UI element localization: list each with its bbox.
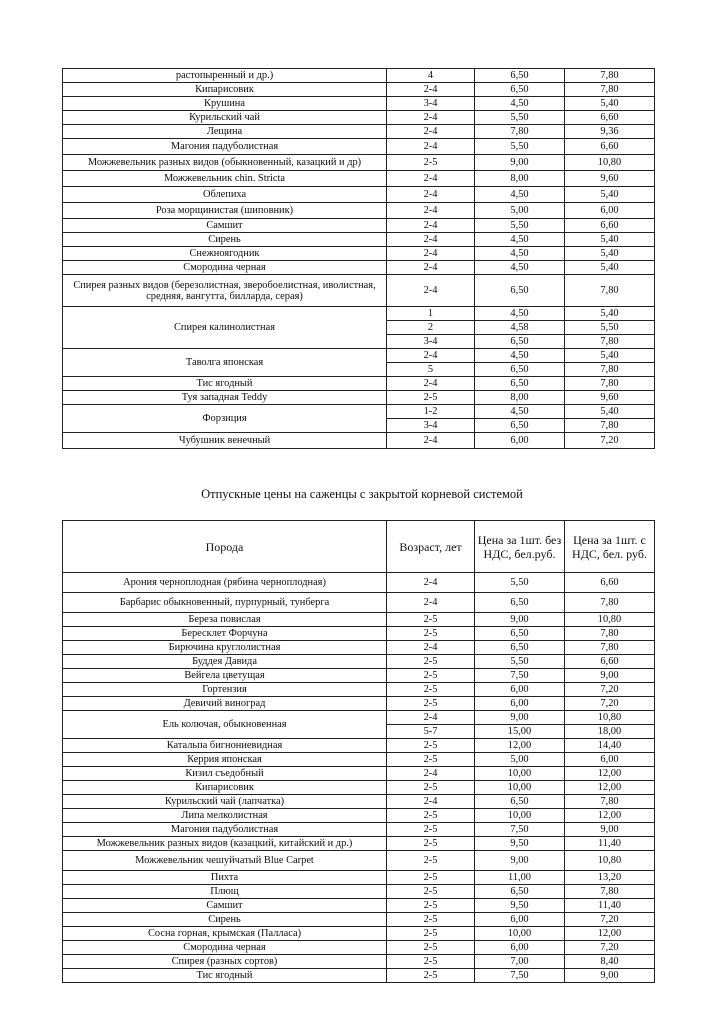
price-vat-cell: 11,40 bbox=[565, 899, 655, 913]
price-vat-cell: 12,00 bbox=[565, 927, 655, 941]
price-cell: 10,00 bbox=[475, 809, 565, 823]
price-vat-cell: 10,80 bbox=[565, 613, 655, 627]
table-row bbox=[63, 669, 655, 683]
price-cell: 4,50 bbox=[475, 307, 565, 321]
age-cell: 2-5 bbox=[387, 809, 475, 823]
species-name-cell: Сирень bbox=[63, 233, 387, 247]
species-name-cell: Смородина черная bbox=[63, 941, 387, 955]
species-name-cell: Пихта bbox=[63, 871, 387, 885]
age-cell: 2-4 bbox=[387, 433, 475, 449]
price-cell: 5,50 bbox=[475, 573, 565, 593]
table-row bbox=[63, 739, 655, 753]
species-name-cell: растопыренный и др.) bbox=[63, 69, 387, 83]
table-row bbox=[63, 219, 655, 233]
species-name-cell: Роза морщинистая (шиповник) bbox=[63, 203, 387, 219]
species-name-cell: Липа мелколистная bbox=[63, 809, 387, 823]
table-row bbox=[63, 823, 655, 837]
species-name-cell: Катальпа бигнониевидная bbox=[63, 739, 387, 753]
table-row bbox=[63, 349, 655, 363]
price-vat-cell: 7,80 bbox=[565, 419, 655, 433]
age-cell: 2 bbox=[387, 321, 475, 335]
price-vat-cell: 12,00 bbox=[565, 809, 655, 823]
age-cell: 2-4 bbox=[387, 349, 475, 363]
price-cell: 4,50 bbox=[475, 405, 565, 419]
table-header-row bbox=[63, 521, 655, 573]
price-vat-cell: 7,80 bbox=[565, 69, 655, 83]
species-name-cell: Сосна горная, крымская (Палласа) bbox=[63, 927, 387, 941]
price-vat-cell: 7,80 bbox=[565, 885, 655, 899]
price-vat-cell: 7,20 bbox=[565, 941, 655, 955]
age-cell: 2-5 bbox=[387, 683, 475, 697]
age-cell: 2-5 bbox=[387, 885, 475, 899]
price-cell: 9,50 bbox=[475, 899, 565, 913]
price-cell: 7,80 bbox=[475, 125, 565, 139]
age-cell: 2-4 bbox=[387, 171, 475, 187]
table-row bbox=[63, 203, 655, 219]
species-name-cell: Смородина черная bbox=[63, 261, 387, 275]
age-cell: 4 bbox=[387, 69, 475, 83]
age-cell: 5-7 bbox=[387, 725, 475, 739]
age-cell: 5 bbox=[387, 363, 475, 377]
price-cell: 9,00 bbox=[475, 613, 565, 627]
price-vat-cell: 13,20 bbox=[565, 871, 655, 885]
price-vat-cell: 9,60 bbox=[565, 171, 655, 187]
table-row bbox=[63, 683, 655, 697]
price-vat-cell: 7,20 bbox=[565, 697, 655, 711]
species-name-cell: Буддея Давида bbox=[63, 655, 387, 669]
table-row bbox=[63, 809, 655, 823]
age-cell: 2-4 bbox=[387, 275, 475, 307]
age-cell: 2-4 bbox=[387, 247, 475, 261]
species-name-cell: Форзиция bbox=[63, 405, 387, 433]
price-cell: 6,00 bbox=[475, 941, 565, 955]
age-cell: 2-5 bbox=[387, 627, 475, 641]
species-name-cell: Береза повислая bbox=[63, 613, 387, 627]
price-cell: 4,50 bbox=[475, 349, 565, 363]
table-row bbox=[63, 781, 655, 795]
header-age: Возраст, лет bbox=[387, 521, 475, 573]
species-name-cell: Курильский чай (лапчатка) bbox=[63, 795, 387, 809]
price-vat-cell: 9,00 bbox=[565, 823, 655, 837]
table-row bbox=[63, 261, 655, 275]
price-cell: 10,00 bbox=[475, 781, 565, 795]
age-cell: 2-5 bbox=[387, 823, 475, 837]
age-cell: 2-5 bbox=[387, 613, 475, 627]
species-name-cell: Бересклет Форчуна bbox=[63, 627, 387, 641]
age-cell: 2-5 bbox=[387, 781, 475, 795]
price-cell: 6,50 bbox=[475, 593, 565, 613]
species-name-cell: Лещина bbox=[63, 125, 387, 139]
price-cell: 4,50 bbox=[475, 233, 565, 247]
age-cell: 2-5 bbox=[387, 969, 475, 983]
price-cell: 5,50 bbox=[475, 219, 565, 233]
price-cell: 9,50 bbox=[475, 837, 565, 851]
price-vat-cell: 10,80 bbox=[565, 155, 655, 171]
age-cell: 2-4 bbox=[387, 261, 475, 275]
header-price-with-vat: Цена за 1шт. с НДС, бел. руб. bbox=[565, 521, 655, 573]
table-row bbox=[63, 899, 655, 913]
price-vat-cell: 7,80 bbox=[565, 275, 655, 307]
age-cell: 2-5 bbox=[387, 913, 475, 927]
age-cell: 2-5 bbox=[387, 655, 475, 669]
price-vat-cell: 5,40 bbox=[565, 405, 655, 419]
age-cell: 2-5 bbox=[387, 837, 475, 851]
species-name-cell: Можжевельник чешуйчатый Blue Carpet bbox=[63, 851, 387, 871]
species-name-cell: Снежноягодник bbox=[63, 247, 387, 261]
age-cell: 2-4 bbox=[387, 233, 475, 247]
price-cell: 6,00 bbox=[475, 683, 565, 697]
table-row bbox=[63, 969, 655, 983]
price-vat-cell: 7,80 bbox=[565, 377, 655, 391]
age-cell: 2-5 bbox=[387, 955, 475, 969]
age-cell: 3-4 bbox=[387, 335, 475, 349]
price-vat-cell: 18,00 bbox=[565, 725, 655, 739]
table-row bbox=[63, 97, 655, 111]
price-cell: 4,58 bbox=[475, 321, 565, 335]
age-cell: 2-4 bbox=[387, 187, 475, 203]
closed-root-seedlings-price-table bbox=[62, 520, 655, 983]
age-cell: 2-4 bbox=[387, 711, 475, 725]
age-cell: 2-5 bbox=[387, 155, 475, 171]
table-row bbox=[63, 885, 655, 899]
price-vat-cell: 7,80 bbox=[565, 795, 655, 809]
species-name-cell: Таволга японская bbox=[63, 349, 387, 377]
species-name-cell: Можжевельник разных видов (обыкновенный, казацкий и др) bbox=[63, 155, 387, 171]
age-cell: 2-5 bbox=[387, 391, 475, 405]
table-row bbox=[63, 111, 655, 125]
age-cell: 2-4 bbox=[387, 83, 475, 97]
price-vat-cell: 7,80 bbox=[565, 593, 655, 613]
age-cell: 2-4 bbox=[387, 125, 475, 139]
header-price-no-vat: Цена за 1шт. без НДС, бел.руб. bbox=[475, 521, 565, 573]
table-row bbox=[63, 247, 655, 261]
price-cell: 4,50 bbox=[475, 261, 565, 275]
price-vat-cell: 7,80 bbox=[565, 641, 655, 655]
age-cell: 2-4 bbox=[387, 219, 475, 233]
price-cell: 6,50 bbox=[475, 377, 565, 391]
price-vat-cell: 7,80 bbox=[565, 627, 655, 641]
species-name-cell: Спирея (разных сортов) bbox=[63, 955, 387, 969]
price-vat-cell: 14,40 bbox=[565, 739, 655, 753]
age-cell: 3-4 bbox=[387, 97, 475, 111]
price-cell: 6,50 bbox=[475, 83, 565, 97]
species-name-cell: Барбарис обыкновенный, пурпурный, тунберга bbox=[63, 593, 387, 613]
price-vat-cell: 5,40 bbox=[565, 261, 655, 275]
age-cell: 2-5 bbox=[387, 669, 475, 683]
price-cell: 7,50 bbox=[475, 669, 565, 683]
price-cell: 9,00 bbox=[475, 711, 565, 725]
species-name-cell: Бирючина круглолистная bbox=[63, 641, 387, 655]
price-vat-cell: 6,00 bbox=[565, 203, 655, 219]
species-name-cell: Можжевельник разных видов (казацкий, китайский и др.) bbox=[63, 837, 387, 851]
species-name-cell: Чубушник венечный bbox=[63, 433, 387, 449]
price-vat-cell: 6,60 bbox=[565, 219, 655, 233]
price-cell: 6,50 bbox=[475, 885, 565, 899]
price-vat-cell: 11,40 bbox=[565, 837, 655, 851]
table-row bbox=[63, 307, 655, 321]
table-row bbox=[63, 851, 655, 871]
price-cell: 4,50 bbox=[475, 187, 565, 203]
table-row bbox=[63, 391, 655, 405]
species-name-cell: Кипарисовик bbox=[63, 781, 387, 795]
price-vat-cell: 5,50 bbox=[565, 321, 655, 335]
species-name-cell: Самшит bbox=[63, 219, 387, 233]
price-vat-cell: 10,80 bbox=[565, 851, 655, 871]
age-cell: 2-5 bbox=[387, 739, 475, 753]
table-row bbox=[63, 767, 655, 781]
price-vat-cell: 9,00 bbox=[565, 969, 655, 983]
species-name-cell: Магония падуболистная bbox=[63, 139, 387, 155]
price-cell: 11,00 bbox=[475, 871, 565, 885]
species-name-cell: Тис ягодный bbox=[63, 969, 387, 983]
age-cell: 2-4 bbox=[387, 795, 475, 809]
table-row bbox=[63, 941, 655, 955]
price-cell: 8,00 bbox=[475, 171, 565, 187]
age-cell: 2-4 bbox=[387, 641, 475, 655]
price-cell: 6,50 bbox=[475, 335, 565, 349]
price-vat-cell: 5,40 bbox=[565, 97, 655, 111]
price-cell: 6,50 bbox=[475, 363, 565, 377]
table-row bbox=[63, 711, 655, 725]
price-cell: 5,00 bbox=[475, 203, 565, 219]
species-name-cell: Тис ягодный bbox=[63, 377, 387, 391]
age-cell: 2-4 bbox=[387, 111, 475, 125]
age-cell: 2-4 bbox=[387, 573, 475, 593]
price-vat-cell: 12,00 bbox=[565, 767, 655, 781]
price-cell: 8,00 bbox=[475, 391, 565, 405]
species-name-cell: Ель колючая, обыкновенная bbox=[63, 711, 387, 739]
table-row bbox=[63, 433, 655, 449]
price-cell: 10,00 bbox=[475, 767, 565, 781]
table-row bbox=[63, 613, 655, 627]
species-name-cell: Туя западная Teddy bbox=[63, 391, 387, 405]
table-row bbox=[63, 125, 655, 139]
table-row bbox=[63, 627, 655, 641]
price-cell: 9,00 bbox=[475, 851, 565, 871]
species-name-cell: Керрия японская bbox=[63, 753, 387, 767]
section-title: Отпускные цены на саженцы с закрытой корневой системой bbox=[201, 487, 523, 501]
species-name-cell: Сирень bbox=[63, 913, 387, 927]
price-cell: 6,00 bbox=[475, 433, 565, 449]
price-vat-cell: 5,40 bbox=[565, 187, 655, 203]
price-vat-cell: 6,60 bbox=[565, 111, 655, 125]
species-name-cell: Девичий виноград bbox=[63, 697, 387, 711]
price-cell: 10,00 bbox=[475, 927, 565, 941]
age-cell: 1-2 bbox=[387, 405, 475, 419]
price-vat-cell: 7,80 bbox=[565, 363, 655, 377]
species-name-cell: Кипарисовик bbox=[63, 83, 387, 97]
price-vat-cell: 10,80 bbox=[565, 711, 655, 725]
age-cell: 2-4 bbox=[387, 377, 475, 391]
age-cell: 2-5 bbox=[387, 851, 475, 871]
table-row bbox=[63, 377, 655, 391]
price-vat-cell: 12,00 bbox=[565, 781, 655, 795]
price-cell: 5,00 bbox=[475, 753, 565, 767]
table-row bbox=[63, 913, 655, 927]
table-row bbox=[63, 697, 655, 711]
age-cell: 2-4 bbox=[387, 593, 475, 613]
price-cell: 12,00 bbox=[475, 739, 565, 753]
seedlings-price-table-continued bbox=[62, 68, 655, 449]
price-vat-cell: 5,40 bbox=[565, 233, 655, 247]
age-cell: 2-5 bbox=[387, 753, 475, 767]
price-vat-cell: 9,00 bbox=[565, 669, 655, 683]
table-row bbox=[63, 927, 655, 941]
table-row bbox=[63, 233, 655, 247]
price-cell: 5,50 bbox=[475, 111, 565, 125]
table-row bbox=[63, 405, 655, 419]
table-row bbox=[63, 795, 655, 809]
species-name-cell: Спирея разных видов (березолистная, зверобоелистная, иволистная, средняя, вангутта, билларда, серая) bbox=[63, 275, 387, 307]
price-cell: 4,50 bbox=[475, 247, 565, 261]
species-name-cell: Плющ bbox=[63, 885, 387, 899]
species-name-cell: Облепиха bbox=[63, 187, 387, 203]
price-vat-cell: 5,40 bbox=[565, 247, 655, 261]
age-cell: 2-4 bbox=[387, 203, 475, 219]
table-row bbox=[63, 275, 655, 307]
species-name-cell: Можжевельник chin. Stricta bbox=[63, 171, 387, 187]
price-vat-cell: 7,20 bbox=[565, 683, 655, 697]
table-row bbox=[63, 955, 655, 969]
age-cell: 1 bbox=[387, 307, 475, 321]
table-row bbox=[63, 655, 655, 669]
price-vat-cell: 6,60 bbox=[565, 573, 655, 593]
species-name-cell: Магония падуболистная bbox=[63, 823, 387, 837]
price-vat-cell: 9,60 bbox=[565, 391, 655, 405]
price-vat-cell: 7,80 bbox=[565, 83, 655, 97]
price-cell: 6,00 bbox=[475, 697, 565, 711]
price-vat-cell: 6,60 bbox=[565, 655, 655, 669]
age-cell: 2-5 bbox=[387, 941, 475, 955]
price-vat-cell: 7,80 bbox=[565, 335, 655, 349]
price-vat-cell: 6,60 bbox=[565, 139, 655, 155]
price-cell: 6,50 bbox=[475, 795, 565, 809]
species-name-cell: Спирея калинолистная bbox=[63, 307, 387, 349]
price-vat-cell: 6,00 bbox=[565, 753, 655, 767]
species-name-cell: Арония черноплодная (рябина черноплодная) bbox=[63, 573, 387, 593]
price-cell: 7,00 bbox=[475, 955, 565, 969]
age-cell: 3-4 bbox=[387, 419, 475, 433]
species-name-cell: Гортензия bbox=[63, 683, 387, 697]
table-row bbox=[63, 83, 655, 97]
price-vat-cell: 7,20 bbox=[565, 913, 655, 927]
price-vat-cell: 5,40 bbox=[565, 307, 655, 321]
header-species: Порода bbox=[63, 521, 387, 573]
age-cell: 2-4 bbox=[387, 139, 475, 155]
age-cell: 2-5 bbox=[387, 899, 475, 913]
price-cell: 9,00 bbox=[475, 155, 565, 171]
price-cell: 6,00 bbox=[475, 913, 565, 927]
species-name-cell: Кизил съедобный bbox=[63, 767, 387, 781]
price-cell: 6,50 bbox=[475, 69, 565, 83]
table-row bbox=[63, 69, 655, 83]
age-cell: 2-4 bbox=[387, 767, 475, 781]
species-name-cell: Курильский чай bbox=[63, 111, 387, 125]
species-name-cell: Вейгела цветущая bbox=[63, 669, 387, 683]
table-row bbox=[63, 171, 655, 187]
price-cell: 5,50 bbox=[475, 139, 565, 155]
price-vat-cell: 5,40 bbox=[565, 349, 655, 363]
price-vat-cell: 8,40 bbox=[565, 955, 655, 969]
table-row bbox=[63, 573, 655, 593]
table-row bbox=[63, 753, 655, 767]
species-name-cell: Крушина bbox=[63, 97, 387, 111]
price-cell: 7,50 bbox=[475, 823, 565, 837]
price-cell: 5,50 bbox=[475, 655, 565, 669]
price-cell: 6,50 bbox=[475, 419, 565, 433]
price-cell: 6,50 bbox=[475, 641, 565, 655]
table-row bbox=[63, 187, 655, 203]
age-cell: 2-5 bbox=[387, 871, 475, 885]
table-row bbox=[63, 593, 655, 613]
price-cell: 6,50 bbox=[475, 275, 565, 307]
price-cell: 4,50 bbox=[475, 97, 565, 111]
species-name-cell: Самшит bbox=[63, 899, 387, 913]
table-row bbox=[63, 139, 655, 155]
table-row bbox=[63, 641, 655, 655]
table-row bbox=[63, 837, 655, 851]
price-cell: 6,50 bbox=[475, 627, 565, 641]
price-vat-cell: 7,20 bbox=[565, 433, 655, 449]
table-row bbox=[63, 871, 655, 885]
age-cell: 2-5 bbox=[387, 927, 475, 941]
age-cell: 2-5 bbox=[387, 697, 475, 711]
price-cell: 7,50 bbox=[475, 969, 565, 983]
price-vat-cell: 9,36 bbox=[565, 125, 655, 139]
table-row bbox=[63, 155, 655, 171]
price-cell: 15,00 bbox=[475, 725, 565, 739]
